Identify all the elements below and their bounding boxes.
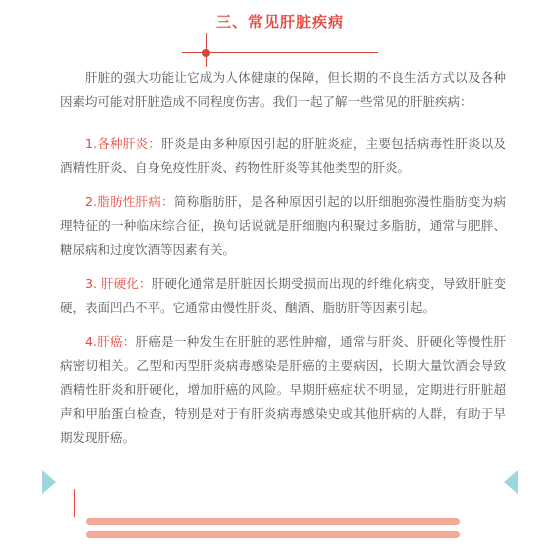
disease-lead: 4.肝癌： bbox=[85, 334, 136, 349]
disease-lead: 3. 肝硬化： bbox=[85, 276, 152, 291]
disease-text: 简称脂肪肝，是各种原因引起的以肝细胞弥漫性脂肪变为病理特征的一种临床综合征，换句话说就是肝细胞内积聚过多脂肪，通常与肥胖、糖尿病和过度饮酒等因素有关。 bbox=[60, 194, 506, 257]
bottom-bar-decoration-top bbox=[86, 518, 460, 525]
disease-cirrhosis bbox=[60, 272, 506, 320]
disease-hepatitis bbox=[60, 132, 506, 180]
disease-text: 肝硬化通常是肝脏因长期受损而出现的纤维化病变，导致肝脏变硬，表面凹凸不平。它通常由慢性肝炎、酗酒、脂肪肝等因素引起。 bbox=[60, 276, 506, 315]
bottom-vertical-line-decoration bbox=[74, 489, 75, 517]
disease-text: 肝癌是一种发生在肝脏的恶性肿瘤，通常与肝炎、肝硬化等慢性肝病密切相关。乙型和丙型肝炎病毒感染是肝癌的主要病因，长期大量饮酒会导致酒精性肝炎和肝硬化，增加肝癌的风险。早期肝癌症状不明显，定期进行肝脏超声和甲胎蛋白检查，特别是对于有肝炎病毒感染史或其他肝病的人群，有助于早期发现肝癌。 bbox=[60, 334, 506, 445]
disease-lead: 2.脂肪性肝病： bbox=[85, 194, 174, 209]
article-body bbox=[60, 66, 506, 460]
disease-lead: 1.各种肝炎： bbox=[85, 136, 162, 151]
disease-liver-cancer bbox=[60, 330, 506, 450]
left-triangle-decoration bbox=[42, 470, 56, 494]
disease-fatty-liver bbox=[60, 190, 506, 262]
title-decoration-dot bbox=[202, 49, 210, 57]
disease-text: 肝炎是由多种原因引起的肝脏炎症，主要包括病毒性肝炎以及酒精性肝炎、自身免疫性肝炎、药物性肝炎等其他类型的肝炎。 bbox=[60, 136, 506, 175]
intro-paragraph: 肝脏的强大功能让它成为人体健康的保障，但长期的不良生活方式以及各种因素均可能对肝脏造成不同程度伤害。我们一起了解一些常见的肝脏疾病： bbox=[60, 70, 506, 109]
title-decoration-line bbox=[182, 52, 378, 53]
right-triangle-decoration bbox=[504, 470, 518, 494]
section-title: 三、常见肝脏疾病 bbox=[215, 13, 344, 31]
bottom-bar-decoration-bottom bbox=[86, 531, 460, 538]
